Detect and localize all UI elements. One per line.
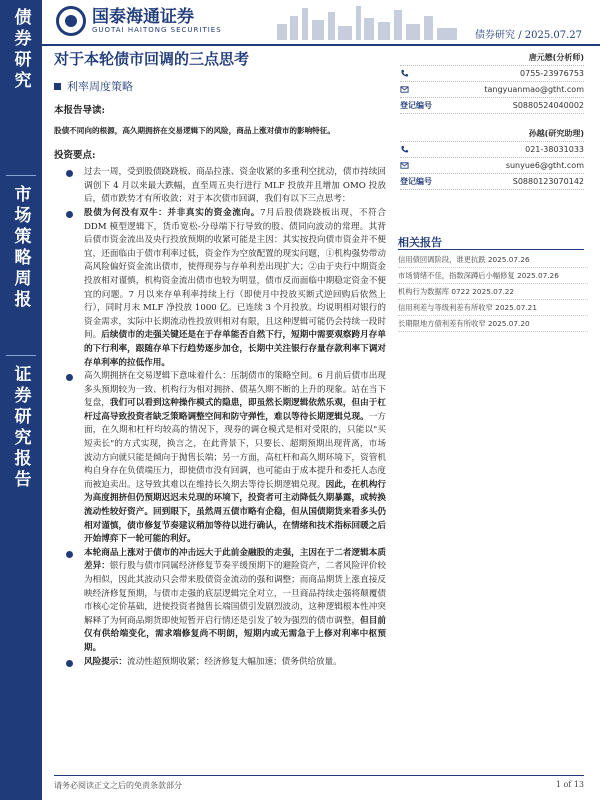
analyst-email-row [400,158,584,174]
key-point-bold: 后续债市的走强关键还是在于存单能否自然下行，短期中需要观察跨月存单的下行利率，跟随存单下行趋势逐步加仓，长期中关注银行存量存款利率下调对存单利率的拉低作用。 [84,330,386,368]
report-body [54,104,386,669]
related-reports-list [398,252,588,332]
left-banner [0,0,42,800]
banner-block-research [0,8,42,92]
key-point-bold: 本轮商品上涨对于债市的冲击远大于此前金融股的走强，主因在于二者逻辑本质差异： [84,547,386,572]
related-report-item[interactable]: 长期限地方债利差有所收窄 2025.07.20 [398,316,588,332]
key-point-text: 银行股与债市同属经济修复节奏平缓预期下的避险资产，二者风险评价较为相似，因此其波动只会带来股债资金流动的强和调整；而商品期货上涨直接反映经济修复预期，与债市走强的底层逻辑完全对立，一旦商品持续走强将颠覆债市核心定价基础，进使投资者抛售长端国债引发剧烈波动，这种逻辑根本性冲突解释了为何商品期货即使短暂开启行情还是引发了较为强烈的债市调整， [84,561,386,626]
analyst-phone-row [400,142,584,158]
banner-divider [6,355,36,356]
key-point [54,207,386,370]
analyst-cert-row [400,98,584,114]
cert-label: 登记编号 [400,101,432,110]
bullet-icon [66,374,73,381]
related-report-item[interactable]: 机构行为数据库 0722 2025.07.22 [398,284,588,300]
subtitle-text: 利率周度策略 [67,80,133,93]
analyst-name-row [400,126,584,142]
key-point-bold: 但目前仅有供给端变化，需求端修复尚不明朗，短期内或无需急于上修对利率中枢预期。 [84,615,386,653]
analyst-name: 唐元懋(分析师) [528,53,584,62]
footer-disclaimer: 请务必阅读正文之后的免责条款部分 [54,781,182,790]
banner-text-strategy: 市场策略周报 [10,185,31,311]
cert-label: 登记编号 [400,177,432,186]
report-subtitle [54,78,133,94]
key-point-text: 一方面，在久期和杠杆均较高的情况下，现券的调仓模式是相对受限的，只能以"买短卖长"的方式实现，换言之，在此背景下，只要长、超期预期出现背离，市场波动方向就只能是倾向于抛售长端；另一方面，高杠杆和高久期环境下，资管机构自身存在负债端压力，即使债市没有回调，也可能由于成本提升和委托人态度而被迫卖出。这导致其难以在维持长久期去等待长期逻辑兑现。 [84,411,386,490]
analyst-cert: S0880123070142 [512,177,584,186]
key-point-text: 过去一周，受到股债跷跷板、商品拉涨、资金收紧的多重利空扰动，债市持续回调创下 4 月以来最大跌幅，直至周五央行进行 MLF 投放并且增加 OMO 投放后，债市跌势才有所收敛；对于本次债市回调，我们有以下三点思考： [84,167,386,205]
footer-divider [54,775,584,776]
bullet-icon [66,170,73,177]
square-bullet-icon [54,83,61,90]
city-skyline-icon [272,4,462,40]
analyst-card [400,126,584,190]
logo-name-cn: 国泰海通证券 [92,7,194,27]
email-icon [400,85,409,94]
related-report-item[interactable]: 信用利差与等级利差有所收窄 2025.07.21 [398,300,588,316]
related-divider [398,249,584,250]
email-icon [400,161,409,170]
risk-label: 风险提示： [84,656,127,667]
key-point-text: 7月后股债跷跷板出现，不符合 DDM 模型逻辑下，货币宽松-分母端下行导致的股、债同向波动的常理。其背后债市资金流出及央行投放预期的收紧可能是主因：其实按投向债市资金并不便宜，还面临由于债市利率过低，资金作为空放配置的现实问题，①机构强势带动高风险偏好资金流出债市，使得现券与存单利差出现扩大；②由于央行中期资金投放相对谨慎，机构资金流出债市也较为明显，债市反而面临中期稳定资金不便宜的问题。7 月以来存单利率持续上行（即使月中投放买断式逆回购后依然上行），同时月末 MLF 净投放 1000 亿。已连续 3 个月投放。均说明相对银行的资金需求，实际中长期流动性投放则相对有限，且这种逻辑可能仍会持续一段时间。 [84,207,386,341]
banner-divider [6,175,36,176]
banner-text-report: 证券研究报告 [10,365,31,491]
analyst-phone: 0755-23976753 [520,69,584,78]
key-point [54,547,386,656]
bullet-icon [66,660,73,667]
key-point-bold: 股债为何没有双牛：并非真实的资金流向。 [84,207,261,218]
bullet-icon [66,211,73,218]
logo-name-en: GUOTAI HAITONG SECURITIES [92,26,222,34]
analyst-name-row [400,50,584,66]
phone-icon [400,145,409,154]
guide-heading: 本报告导读: [54,105,106,116]
analyst-phone: 021-38031033 [525,145,584,154]
analyst-card [400,50,584,114]
related-report-item[interactable]: 市场情绪不佳，指数深蹲后小幅修复 2025.07.26 [398,268,588,284]
key-point [54,166,386,207]
analyst-cert-row [400,174,584,190]
risk-text: 流动性超预期收紧；经济修复大幅加速；债务供给放量。 [126,656,342,667]
analyst-email[interactable]: sunyue6@gtht.com [505,161,584,170]
analyst-email-row [400,82,584,98]
logo-emblem-icon [56,6,86,36]
phone-icon [400,69,409,78]
key-point-bold: 我们可以看到这种操作模式的隐患，即虽然长期逻辑依然乐观，但由于杠杆过高导致投资者缺乏策略调整空间和防守弹性，难以等待长期逻辑兑现。 [84,398,386,422]
analyst-panel [400,50,584,190]
banner-text-research: 债券研究 [10,8,31,92]
company-logo [56,6,222,36]
key-points-heading: 投资要点: [54,149,96,161]
key-point [54,656,386,670]
related-reports-title: 相关报告 [398,236,442,249]
guide-summary: 股债不同向的根源，高久期拥挤在交易逻辑下的风险，商品上涨对债市的影响特征。 [54,125,335,135]
key-point-bold: 因此，在机构行为高度拥挤但仍预期迟迟未兑现的环境下，投资者可主动降低久期暴露，或转换流动性较好资产。回到眼下，虽然周五债市略有企稳，但从国债期货来看多头仍相对谨慎，债市修复节奏建议稍加等待以进行确认，在情绪和技术指标回暖之后开始博弈下一轮可能的利好。 [84,479,386,545]
bullet-icon [66,551,73,558]
related-report-item[interactable]: 信用债回调阶段，谁更抗跌 2025.07.26 [398,252,588,268]
page-number: 1 of 13 [555,780,584,789]
banner-block-strategy [0,185,42,311]
report-title: 对于本轮债市回调的三点思考 [54,50,250,68]
key-point-text: 高久期拥挤在交易逻辑下意味着什么：压制债市的策略空间。6 月前后债市出现多头预期较为一致、机构行为相对拥挤、债基久期不断的上升的现象。站在当下复盘， [84,371,386,409]
analyst-phone-row [400,66,584,82]
key-point [54,370,386,547]
analyst-email[interactable]: tangyuanmao@gtht.com [484,85,584,94]
page-header [42,0,600,46]
banner-block-report [0,365,42,491]
category-date: 债券研究 / 2025.07.27 [475,30,582,41]
analyst-name: 孙越(研究助理) [528,129,584,138]
analyst-cert: S0880524040002 [512,101,584,110]
